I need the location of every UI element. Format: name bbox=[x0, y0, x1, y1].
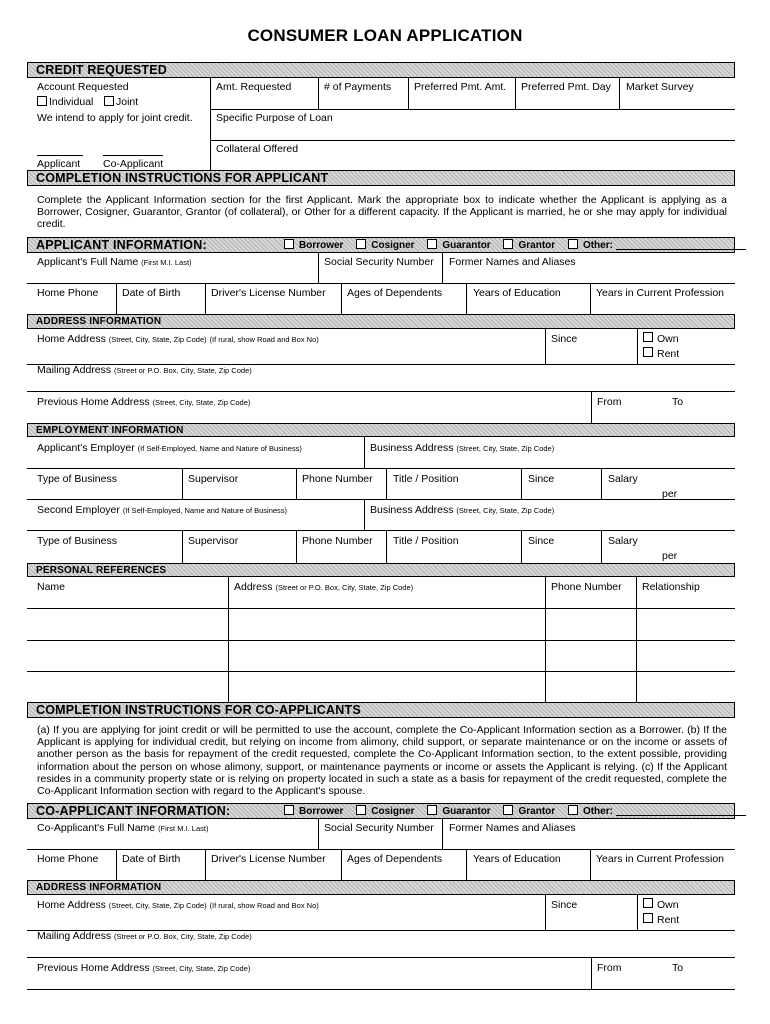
credit-row-line bbox=[210, 140, 735, 141]
instr-applicant-header bbox=[27, 170, 735, 186]
co-previous-address-field[interactable] bbox=[37, 962, 250, 975]
own-checkbox[interactable] bbox=[643, 332, 653, 342]
co-mailing-hint: (Street or P.O. Box, City, State, Zip Code) bbox=[114, 932, 252, 941]
co-own-checkbox[interactable] bbox=[643, 898, 653, 908]
co-divider bbox=[205, 849, 206, 880]
second-employer-phone-field[interactable]: Phone Number bbox=[302, 535, 373, 547]
salary-per-label: per bbox=[662, 488, 678, 500]
employer-label: Applicant's Employer bbox=[37, 442, 135, 454]
own-label: Own bbox=[657, 333, 679, 345]
co-divider bbox=[590, 849, 591, 880]
employment-divider bbox=[364, 499, 365, 530]
ref-row-line[interactable] bbox=[27, 608, 735, 609]
applicant-full-name-field[interactable] bbox=[37, 256, 192, 269]
applicant-info-label: APPLICANT INFORMATION: bbox=[36, 238, 207, 252]
joint-checkbox[interactable] bbox=[104, 96, 114, 106]
credit-divider bbox=[619, 78, 620, 109]
rural-hint: (If rural, show Road and Box No) bbox=[209, 335, 319, 344]
instr-co-header bbox=[27, 702, 735, 718]
ref-row-line[interactable] bbox=[27, 671, 735, 672]
ref-address-header bbox=[234, 581, 413, 594]
co-home-address-label: Home Address bbox=[37, 899, 106, 911]
co-previous-hint: (Street, City, State, Zip Code) bbox=[152, 964, 251, 973]
co-other-checkbox[interactable] bbox=[568, 805, 578, 815]
home-address-hint: (Street, City, State, Zip Code) bbox=[108, 335, 207, 344]
credit-requested-header bbox=[27, 62, 735, 78]
second-type-of-business-field[interactable]: Type of Business bbox=[37, 535, 117, 547]
co-rent-checkbox[interactable] bbox=[643, 913, 653, 923]
employment-divider bbox=[182, 530, 183, 563]
supervisor-field[interactable]: Supervisor bbox=[188, 473, 239, 485]
former-names-field[interactable]: Former Names and Aliases bbox=[449, 256, 576, 268]
co-address-row-line bbox=[27, 957, 735, 958]
education-field[interactable]: Years of Education bbox=[473, 287, 561, 299]
applicant-divider bbox=[205, 283, 206, 314]
address-row-line bbox=[27, 391, 735, 392]
ref-row-line[interactable] bbox=[27, 640, 735, 641]
applicant-divider bbox=[590, 283, 591, 314]
applicant-info-header bbox=[27, 237, 735, 253]
co-home-address-field[interactable] bbox=[37, 899, 319, 912]
home-address-label: Home Address bbox=[37, 333, 106, 345]
co-address-divider bbox=[637, 895, 638, 930]
ref-relationship-header: Relationship bbox=[642, 581, 700, 593]
second-title-position-field[interactable]: Title / Position bbox=[393, 535, 459, 547]
applicant-divider bbox=[116, 283, 117, 314]
address-info-label: ADDRESS INFORMATION bbox=[36, 316, 162, 327]
rent-label: Rent bbox=[657, 348, 680, 360]
individual-checkbox[interactable] bbox=[37, 96, 47, 106]
second-salary-field[interactable]: Salary bbox=[608, 535, 638, 547]
title-position-field[interactable]: Title / Position bbox=[393, 473, 459, 485]
home-address-field[interactable] bbox=[37, 333, 319, 346]
co-full-name-field[interactable] bbox=[37, 822, 208, 835]
employment-divider bbox=[521, 530, 522, 563]
pref-pmt-amt-field[interactable]: Preferred Pmt. Amt. bbox=[414, 81, 507, 93]
co-grantor-checkbox[interactable] bbox=[503, 805, 513, 815]
ssn-field[interactable]: Social Security Number bbox=[324, 256, 434, 268]
applicant-row-line bbox=[27, 283, 735, 284]
co-dob-field[interactable]: Date of Birth bbox=[122, 853, 181, 865]
cosigner-checkbox[interactable] bbox=[356, 239, 366, 249]
second-supervisor-field[interactable]: Supervisor bbox=[188, 535, 239, 547]
dob-field[interactable]: Date of Birth bbox=[122, 287, 181, 299]
co-full-name-hint: (First M.I. Last) bbox=[158, 824, 209, 833]
grantor-checkbox[interactable] bbox=[503, 239, 513, 249]
instr-co-text: (a) If you are applying for joint credit or will be permitted to use the account, complete the Co-Applicant Information section as a Borrower. (b) If the Applicant is applying for individual credit, but relying on income from alimony, child support, or separate maintenance or on the income or assets of another person as the basis for repayment of the credit requested, complete the Co-Applicant Information section, to the extent possible, providing information about the person on whose alimony, support, or maintenance payments or income or assets the Applicant is relying. (c) If the Applicant resides in a community property state or is relying on property located in such a state as a basis for repayment of the credit requested, complete the Co-Applicant Information section with regard to the Applicant's spouse. bbox=[37, 724, 727, 798]
co-other-input-line[interactable] bbox=[616, 815, 746, 816]
credit-divider bbox=[210, 78, 211, 170]
co-row-line bbox=[27, 849, 735, 850]
employment-divider bbox=[601, 530, 602, 563]
employment-divider bbox=[296, 530, 297, 563]
grantor-label: Grantor bbox=[518, 240, 556, 251]
business-address-label: Business Address bbox=[370, 442, 454, 454]
instr-co-label: COMPLETION INSTRUCTIONS FOR CO-APPLICANTS bbox=[36, 703, 361, 717]
to-field[interactable]: To bbox=[672, 396, 684, 408]
collateral-field[interactable]: Collateral Offered bbox=[216, 143, 299, 155]
employment-row-line bbox=[27, 530, 735, 531]
other-input-line[interactable] bbox=[616, 249, 746, 250]
home-phone-field[interactable]: Home Phone bbox=[37, 287, 99, 299]
co-applicant-info-header bbox=[27, 803, 735, 819]
co-profession-field[interactable]: Years in Current Profession bbox=[596, 853, 725, 865]
co-rural-hint: (If rural, show Road and Box No) bbox=[209, 901, 319, 910]
instr-applicant-label: COMPLETION INSTRUCTIONS FOR APPLICANT bbox=[36, 171, 329, 185]
employment-divider bbox=[182, 468, 183, 499]
previous-address-field[interactable] bbox=[37, 396, 250, 409]
ref-address-label: Address bbox=[234, 581, 273, 593]
dependents-field[interactable]: Ages of Dependents bbox=[347, 287, 443, 299]
co-borrower-checkbox[interactable] bbox=[284, 805, 294, 815]
co-from-field[interactable]: From bbox=[597, 962, 622, 974]
previous-hint: (Street, City, State, Zip Code) bbox=[152, 398, 251, 407]
co-since-field[interactable]: Since bbox=[551, 899, 578, 911]
references-label: PERSONAL REFERENCES bbox=[36, 565, 167, 576]
ref-address-hint: (Street or P.O. Box, City, State, Zip Code) bbox=[275, 583, 414, 592]
co-cosigner-label: Cosigner bbox=[371, 806, 415, 817]
credit-requested-label: CREDIT REQUESTED bbox=[36, 63, 167, 77]
form-title: CONSUMER LOAN APPLICATION bbox=[247, 26, 523, 45]
joint-credit-note: We intend to apply for joint credit. bbox=[37, 112, 193, 124]
co-education-field[interactable]: Years of Education bbox=[473, 853, 561, 865]
employment-divider bbox=[364, 437, 365, 468]
employment-divider bbox=[296, 468, 297, 499]
co-rent-label: Rent bbox=[657, 914, 680, 926]
joint-label: Joint bbox=[116, 96, 139, 108]
instr-applicant-text: Complete the Applicant Information section for the first Applicant. Mark the appropriate box to indicate whether the Applicant is applying as a Borrower, Cosigner, Guarantor, Grantor (of collateral), or Other for a different capacity. If the Applicant is married, he or she may apply for individual credit. bbox=[37, 194, 727, 231]
employment-divider bbox=[601, 468, 602, 499]
individual-label: Individual bbox=[49, 96, 94, 108]
credit-divider bbox=[408, 78, 409, 109]
co-divider bbox=[318, 819, 319, 849]
mailing-hint: (Street or P.O. Box, City, State, Zip Code) bbox=[114, 366, 252, 375]
other-label: Other: bbox=[582, 240, 613, 251]
second-business-address-field[interactable] bbox=[370, 504, 554, 517]
co-previous-label: Previous Home Address bbox=[37, 962, 150, 974]
co-ssn-field[interactable]: Social Security Number bbox=[324, 822, 434, 834]
co-divider bbox=[341, 849, 342, 880]
employment-row-line bbox=[27, 499, 735, 500]
address-info-header bbox=[27, 314, 735, 329]
second-employer-field[interactable] bbox=[37, 504, 287, 517]
pref-pmt-day-field[interactable]: Preferred Pmt. Day bbox=[521, 81, 611, 93]
mailing-address-field[interactable] bbox=[37, 364, 252, 377]
co-to-field[interactable]: To bbox=[672, 962, 684, 974]
co-address-info-label: ADDRESS INFORMATION bbox=[36, 882, 162, 893]
since-field[interactable]: Since bbox=[551, 333, 578, 345]
type-of-business-field[interactable]: Type of Business bbox=[37, 473, 117, 485]
applicant-divider bbox=[442, 253, 443, 283]
co-address-info-header bbox=[27, 880, 735, 895]
credit-divider bbox=[318, 78, 319, 109]
business-address-field[interactable] bbox=[370, 442, 554, 455]
borrower-checkbox[interactable] bbox=[284, 239, 294, 249]
co-mailing-label: Mailing Address bbox=[37, 930, 112, 942]
co-capacity-options bbox=[284, 804, 746, 819]
license-field[interactable]: Driver's License Number bbox=[211, 287, 326, 299]
co-former-names-field[interactable]: Former Names and Aliases bbox=[449, 822, 576, 834]
salary-field[interactable]: Salary bbox=[608, 473, 638, 485]
employment-since-field[interactable]: Since bbox=[528, 473, 555, 485]
applicant-divider bbox=[466, 283, 467, 314]
co-cosigner-checkbox[interactable] bbox=[356, 805, 366, 815]
co-mailing-address-field[interactable] bbox=[37, 930, 252, 943]
market-survey-field[interactable]: Market Survey bbox=[626, 81, 694, 93]
applicant-divider bbox=[318, 253, 319, 283]
co-grantor-label: Grantor bbox=[518, 806, 556, 817]
other-checkbox[interactable] bbox=[568, 239, 578, 249]
co-address-divider bbox=[545, 895, 546, 930]
applicant-initial-line[interactable] bbox=[37, 155, 83, 156]
second-salary-per-label: per bbox=[662, 550, 678, 562]
applicant-divider bbox=[341, 283, 342, 314]
co-guarantor-checkbox[interactable] bbox=[427, 805, 437, 815]
ref-phone-header: Phone Number bbox=[551, 581, 622, 593]
amt-requested-field[interactable]: Amt. Requested bbox=[216, 81, 292, 93]
co-home-address-hint: (Street, City, State, Zip Code) bbox=[108, 901, 207, 910]
employer-field[interactable] bbox=[37, 442, 302, 455]
co-dependents-field[interactable]: Ages of Dependents bbox=[347, 853, 443, 865]
from-field[interactable]: From bbox=[597, 396, 622, 408]
address-divider bbox=[637, 329, 638, 364]
applicant-capacity-options bbox=[284, 238, 746, 253]
co-applicant-initial-line[interactable] bbox=[103, 155, 163, 156]
business-address-label: Business Address bbox=[370, 504, 454, 516]
specific-purpose-field[interactable]: Specific Purpose of Loan bbox=[216, 112, 333, 124]
previous-label: Previous Home Address bbox=[37, 396, 150, 408]
business-address-hint: (Street, City, State, Zip Code) bbox=[456, 506, 555, 515]
credit-divider bbox=[515, 78, 516, 109]
ref-name-header: Name bbox=[37, 581, 66, 593]
employment-divider bbox=[386, 468, 387, 499]
cosigner-label: Cosigner bbox=[371, 240, 415, 251]
full-name-hint: (First M.I. Last) bbox=[141, 258, 192, 267]
business-address-hint: (Street, City, State, Zip Code) bbox=[456, 444, 555, 453]
account-requested-label: Account Requested bbox=[37, 81, 129, 93]
employment-row-line bbox=[27, 468, 735, 469]
co-guarantor-label: Guarantor bbox=[442, 806, 491, 817]
employment-info-label: EMPLOYMENT INFORMATION bbox=[36, 425, 184, 436]
co-license-field[interactable]: Driver's License Number bbox=[211, 853, 326, 865]
full-name-label: Applicant's Full Name bbox=[37, 256, 139, 268]
profession-field[interactable]: Years in Current Profession bbox=[596, 287, 725, 299]
employment-divider bbox=[521, 468, 522, 499]
applicant-initial-label: Applicant bbox=[37, 158, 81, 170]
co-full-name-label: Co-Applicant's Full Name bbox=[37, 822, 156, 834]
co-applicant-initial-label: Co-Applicant bbox=[103, 158, 164, 170]
co-home-phone-field[interactable]: Home Phone bbox=[37, 853, 99, 865]
credit-row-line bbox=[210, 109, 735, 110]
second-since-field[interactable]: Since bbox=[528, 535, 555, 547]
rent-checkbox[interactable] bbox=[643, 347, 653, 357]
co-borrower-label: Borrower bbox=[299, 806, 344, 817]
num-payments-field[interactable]: # of Payments bbox=[324, 81, 392, 93]
guarantor-label: Guarantor bbox=[442, 240, 491, 251]
address-divider bbox=[591, 391, 592, 423]
mailing-label: Mailing Address bbox=[37, 364, 112, 376]
co-own-label: Own bbox=[657, 899, 679, 911]
employer-hint: (If Self-Employed, Name and Nature of Business) bbox=[137, 444, 302, 453]
form-bottom-line bbox=[27, 989, 735, 990]
employment-divider bbox=[386, 530, 387, 563]
co-divider bbox=[442, 819, 443, 849]
co-divider bbox=[466, 849, 467, 880]
co-divider bbox=[116, 849, 117, 880]
borrower-label: Borrower bbox=[299, 240, 344, 251]
co-address-divider bbox=[591, 957, 592, 989]
second-employer-label: Second Employer bbox=[37, 504, 120, 516]
address-divider bbox=[545, 329, 546, 364]
employer-phone-field[interactable]: Phone Number bbox=[302, 473, 373, 485]
co-applicant-info-label: CO-APPLICANT INFORMATION: bbox=[36, 804, 231, 818]
co-other-label: Other: bbox=[582, 806, 613, 817]
references-header bbox=[27, 563, 735, 577]
guarantor-checkbox[interactable] bbox=[427, 239, 437, 249]
employment-info-header bbox=[27, 423, 735, 437]
second-employer-hint: (If Self-Employed, Name and Nature of Business) bbox=[122, 506, 288, 515]
